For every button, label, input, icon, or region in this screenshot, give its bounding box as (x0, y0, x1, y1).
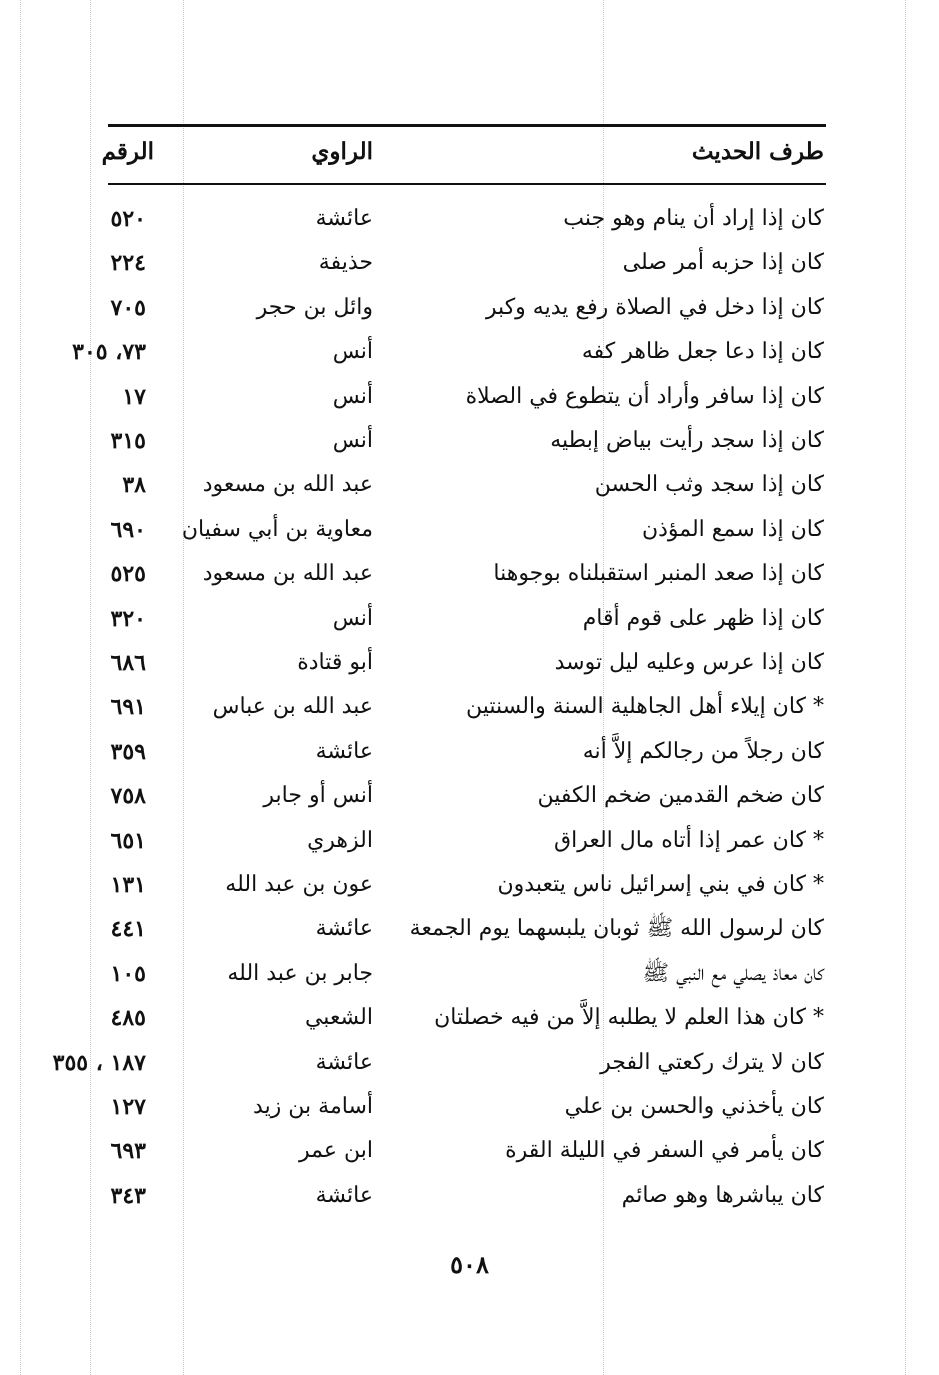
narrator-cell: عائشة (315, 916, 373, 941)
hadith-cell: كان لا يترك ركعتي الفجر (600, 1050, 824, 1075)
number-cell: ٦٩٠ (110, 517, 146, 543)
hadith-cell: كان معاذ يصلي مع النبي ﷺ (642, 961, 824, 986)
narrator-cell: معاوية بن أبي سفيان (181, 517, 373, 542)
number-cell: ٣٨ (122, 472, 146, 498)
hadith-cell: كان إذا دعا جعل ظاهر كفه (581, 339, 824, 364)
number-cell: ٦٨٦ (110, 650, 146, 676)
hadith-cell: كان رجلاً من رجالكم إلاَّ أنه (582, 739, 824, 764)
narrator-cell: أنس (332, 339, 373, 364)
hadith-cell: كان لرسول الله ﷺ ثوبان يلبسهما يوم الجمعة (409, 916, 824, 941)
narrator-cell: ابن عمر (299, 1138, 373, 1163)
hadith-cell: كان ضخم القدمين ضخم الكفين (537, 783, 824, 808)
page-number: ٥٠٨ (450, 1250, 489, 1279)
hadith-cell: كان إذا ظهر على قوم أقام (582, 606, 824, 631)
number-cell: ٥٢٠ (110, 206, 146, 232)
narrator-cell: حذيفة (318, 250, 373, 275)
number-cell: ٤٨٥ (110, 1005, 146, 1031)
number-cell: ١٠٥ (110, 961, 146, 987)
number-cell: ٧٠٥ (110, 295, 146, 321)
table-top-rule (108, 124, 826, 127)
hadith-cell: كان إذا دخل في الصلاة رفع يديه وكبر (485, 295, 824, 320)
number-cell: ٦٩١ (110, 694, 146, 720)
hadith-cell: كان إذا صعد المنبر استقبلناه بوجوهنا (493, 561, 824, 586)
number-cell: ٣١٥ (110, 428, 146, 454)
number-cell: ٦٩٣ (110, 1138, 146, 1164)
narrator-cell: عبد الله بن مسعود (202, 561, 373, 586)
number-cell: ١٧ (122, 384, 146, 410)
hadith-cell: * كان في بني إسرائيل ناس يتعبدون (497, 872, 824, 897)
hadith-cell: كان إذا سمع المؤذن (641, 517, 824, 542)
number-cell: ١٨٧ ، ٣٥٥ (52, 1050, 146, 1076)
hadith-cell: كان يباشرها وهو صائم (621, 1183, 824, 1208)
narrator-cell: أنس (332, 428, 373, 453)
narrator-cell: وائل بن حجر (256, 295, 373, 320)
hadith-cell: كان إذا عرس وعليه ليل توسد (554, 650, 824, 675)
hadith-cell: كان إذا إراد أن ينام وهو جنب (563, 206, 824, 231)
narrator-cell: عبد الله بن عباس (212, 694, 373, 719)
scan-guide-line (905, 0, 906, 1375)
narrator-cell: أبو قتادة (297, 650, 373, 675)
scan-guide-line (90, 0, 91, 1375)
narrator-cell: عائشة (315, 206, 373, 231)
narrator-cell: الشعبي (304, 1005, 373, 1030)
number-cell: ٣٤٣ (110, 1183, 146, 1209)
hadith-cell: * كان إيلاء أهل الجاهلية السنة والسنتين (465, 694, 824, 719)
narrator-cell: عون بن عبد الله (225, 872, 373, 897)
number-cell: ٤٤١ (110, 916, 146, 942)
scan-guide-line (20, 0, 21, 1375)
number-cell: ٣٥٩ (110, 739, 146, 765)
narrator-cell: أنس أو جابر (263, 783, 373, 808)
narrator-cell: أنس (332, 384, 373, 409)
hadith-cell: كان يأمر في السفر في الليلة القرة (505, 1138, 824, 1163)
number-cell: ٧٥٨ (110, 783, 146, 809)
number-cell: ٦٥١ (110, 828, 146, 854)
hadith-cell: * كان هذا العلم لا يطلبه إلاَّ من فيه خصلتان (434, 1005, 824, 1030)
hadith-cell: * كان عمر إذا أتاه مال العراق (554, 828, 824, 853)
number-cell: ٢٢٤ (110, 250, 146, 276)
narrator-cell: عائشة (315, 1183, 373, 1208)
narrator-cell: عبد الله بن مسعود (202, 472, 373, 497)
narrator-cell: الزهري (307, 828, 373, 853)
header-narrator: الراوي (311, 138, 373, 165)
header-number: الرقم (101, 138, 154, 165)
number-cell: ١٣١ (110, 872, 146, 898)
narrator-cell: أسامة بن زيد (253, 1094, 373, 1119)
hadith-cell: كان إذا سافر وأراد أن يتطوع في الصلاة (465, 384, 824, 409)
hadith-cell: كان يأخذني والحسن بن علي (564, 1094, 824, 1119)
narrator-cell: جابر بن عبد الله (227, 961, 373, 986)
narrator-cell: عائشة (315, 1050, 373, 1075)
table-header-rule (108, 183, 826, 185)
narrator-cell: عائشة (315, 739, 373, 764)
scan-guide-line (183, 0, 184, 1375)
number-cell: ٧٣، ٣٠٥ (72, 339, 146, 365)
number-cell: ٥٢٥ (110, 561, 146, 587)
hadith-cell: كان إذا حزبه أمر صلى (622, 250, 824, 275)
hadith-cell: كان إذا سجد رأيت بياض إبطيه (550, 428, 824, 453)
number-cell: ١٢٧ (110, 1094, 146, 1120)
narrator-cell: أنس (332, 606, 373, 631)
number-cell: ٣٢٠ (110, 606, 146, 632)
hadith-cell: كان إذا سجد وثب الحسن (594, 472, 824, 497)
header-hadith: طرف الحديث (691, 138, 824, 165)
